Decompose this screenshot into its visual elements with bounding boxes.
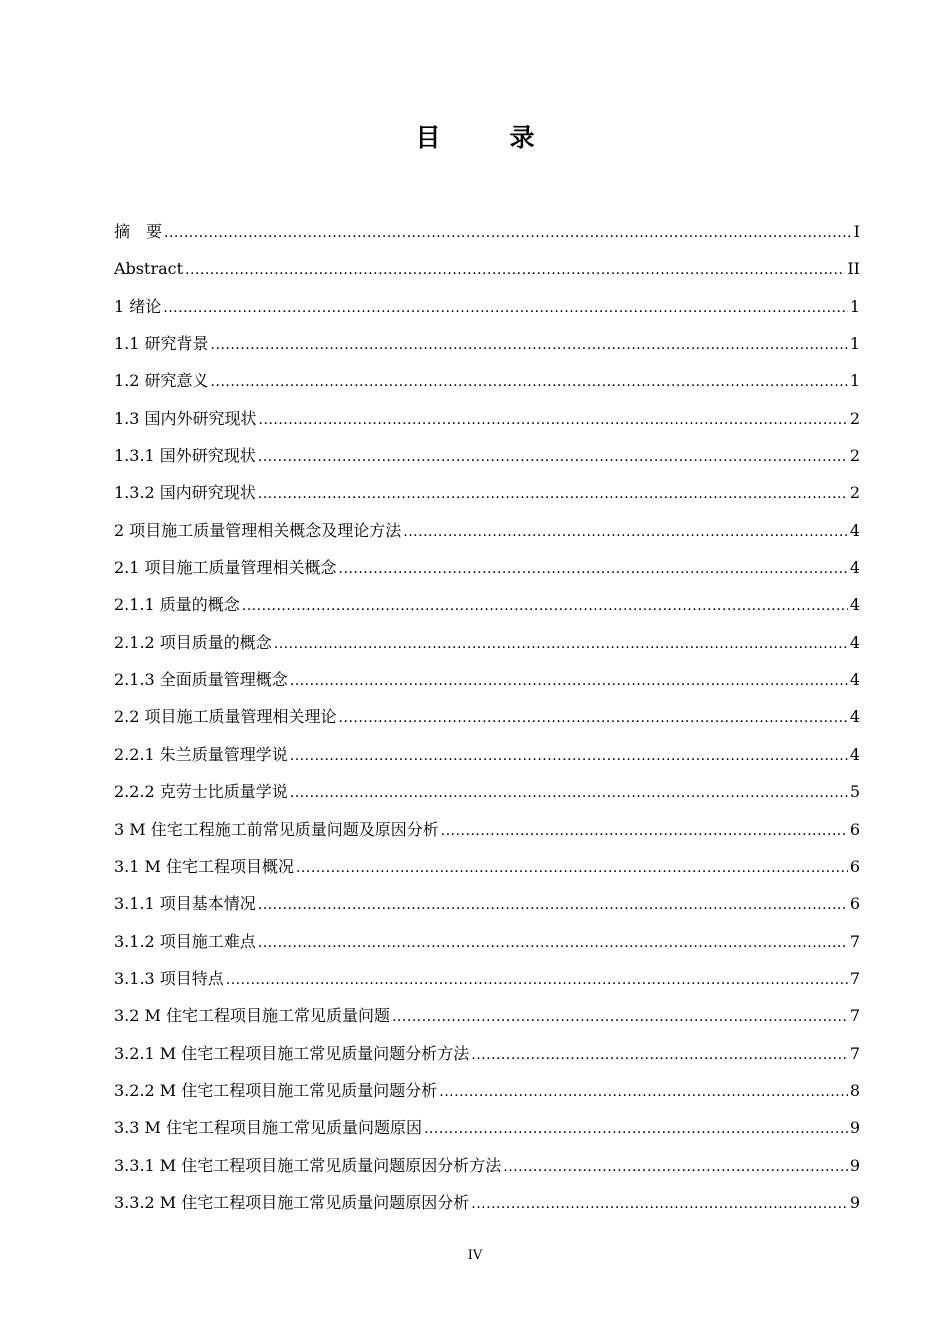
toc-entry[interactable] <box>114 1109 860 1146</box>
toc-entry[interactable] <box>114 811 860 848</box>
toc-dot-leader <box>471 1035 848 1074</box>
toc-dot-leader <box>290 661 848 700</box>
toc-entry-label: 1.3.1 国外研究现状 <box>114 446 256 466</box>
toc-dot-leader <box>242 586 848 625</box>
toc-entry-page-number: 9 <box>849 1118 860 1138</box>
toc-entry-label: 3.3.1 M 住宅工程项目施工常见质量问题原因分析方法 <box>114 1155 502 1175</box>
toc-entry-page-number: 4 <box>849 744 860 764</box>
toc-entry-page-number: 4 <box>849 632 860 652</box>
toc-entry-label: 1.1 研究背景 <box>114 334 209 354</box>
toc-entry-page-number: 7 <box>849 1043 860 1063</box>
toc-entry-page-number: 4 <box>849 707 860 727</box>
toc-dot-leader <box>274 624 848 663</box>
toc-dot-leader <box>290 736 848 775</box>
toc-dot-leader <box>185 250 845 289</box>
toc-entry-page-number: 7 <box>849 1006 860 1026</box>
toc-entry-label: 2.2.2 克劳士比质量学说 <box>114 782 288 802</box>
toc-dot-leader <box>503 1147 848 1186</box>
toc-entry-page-number: 2 <box>849 483 860 503</box>
toc-entry[interactable] <box>114 624 860 661</box>
toc-entry-page-number: 1 <box>849 371 860 391</box>
toc-entry-label: Abstract <box>114 259 184 279</box>
toc-dot-leader <box>392 997 848 1036</box>
toc-entry-label: 3.2.2 M 住宅工程项目施工常见质量问题分析 <box>114 1080 438 1100</box>
toc-entry[interactable] <box>114 885 860 922</box>
toc-entry[interactable] <box>114 512 860 549</box>
toc-entry[interactable] <box>114 362 860 399</box>
toc-dot-leader <box>163 288 848 327</box>
toc-entry-label: 2.1.3 全面质量管理概念 <box>114 670 288 690</box>
toc-entry-label: 3.1.3 项目特点 <box>114 968 224 988</box>
toc-entry-label: 1.3 国内外研究现状 <box>114 408 257 428</box>
toc-entry-label: 3.1.1 项目基本情况 <box>114 894 256 914</box>
toc-entry[interactable] <box>114 1184 860 1221</box>
toc-dot-leader <box>403 512 848 551</box>
toc-entry[interactable] <box>114 1035 860 1072</box>
toc-dot-leader <box>211 362 848 401</box>
toc-entry[interactable] <box>114 960 860 997</box>
toc-entry-page-number: 2 <box>849 408 860 428</box>
toc-entry-label: 3.3.2 M 住宅工程项目施工常见质量问题原因分析 <box>114 1192 470 1212</box>
toc-entry[interactable] <box>114 474 860 511</box>
toc-entry[interactable] <box>114 773 860 810</box>
toc-dot-leader <box>258 885 848 924</box>
toc-entry-page-number: 1 <box>849 296 860 316</box>
toc-entry-label: 2.1.2 项目质量的概念 <box>114 632 272 652</box>
toc-entry-page-number: 2 <box>849 446 860 466</box>
toc-entry-page-number: 9 <box>849 1155 860 1175</box>
toc-entry-page-number: 9 <box>849 1192 860 1212</box>
toc-entry[interactable] <box>114 586 860 623</box>
toc-entry-page-number: 1 <box>849 334 860 354</box>
toc-dot-leader <box>226 960 848 999</box>
toc-dot-leader <box>339 549 848 588</box>
toc-entry-page-number: 5 <box>849 782 860 802</box>
toc-entry-page-number: 4 <box>849 670 860 690</box>
toc-dot-leader <box>259 400 848 439</box>
toc-dot-leader <box>424 1109 848 1148</box>
page-number: IV <box>467 1248 483 1263</box>
toc-entry[interactable] <box>114 325 860 362</box>
toc-entry[interactable] <box>114 400 860 437</box>
toc-entry-page-number: 4 <box>849 595 860 615</box>
toc-entry-label: 2.2.1 朱兰质量管理学说 <box>114 744 288 764</box>
toc-entry[interactable] <box>114 997 860 1034</box>
toc-entry-label: 1 绪论 <box>114 296 162 316</box>
toc-entry-page-number: 8 <box>849 1080 860 1100</box>
toc-entry-label: 3.2 M 住宅工程项目施工常见质量问题 <box>114 1006 391 1026</box>
toc-entry-label: 2.1 项目施工质量管理相关概念 <box>114 558 337 578</box>
toc-entry-label: 3.1.2 项目施工难点 <box>114 931 256 951</box>
toc-entry[interactable] <box>114 213 860 250</box>
toc-dot-leader <box>471 1184 848 1223</box>
toc-dot-leader <box>441 811 848 850</box>
toc-entry[interactable] <box>114 661 860 698</box>
toc-entry[interactable] <box>114 549 860 586</box>
toc-entry[interactable] <box>114 288 860 325</box>
toc-dot-leader <box>439 1072 848 1111</box>
toc-entry[interactable] <box>114 698 860 735</box>
toc-dot-leader <box>258 923 848 962</box>
table-of-contents <box>114 213 860 1221</box>
toc-entry[interactable] <box>114 1072 860 1109</box>
toc-entry-label: 2.1.1 质量的概念 <box>114 595 240 615</box>
toc-entry-label: 3.2.1 M 住宅工程项目施工常见质量问题分析方法 <box>114 1043 470 1063</box>
toc-entry[interactable] <box>114 923 860 960</box>
toc-entry-label: 1.2 研究意义 <box>114 371 209 391</box>
toc-entry-page-number: 4 <box>849 520 860 540</box>
toc-entry-label: 1.3.2 国内研究现状 <box>114 483 256 503</box>
toc-entry-page-number: 6 <box>849 856 860 876</box>
toc-dot-leader <box>211 325 848 364</box>
toc-entry-label: 2 项目施工质量管理相关概念及理论方法 <box>114 520 402 540</box>
toc-dot-leader <box>290 773 848 812</box>
toc-entry-label: 摘 要 <box>114 222 163 241</box>
toc-dot-leader <box>296 848 848 887</box>
toc-dot-leader <box>164 213 852 252</box>
toc-entry-label: 2.2 项目施工质量管理相关理论 <box>114 707 337 727</box>
toc-entry[interactable] <box>114 736 860 773</box>
toc-entry-label: 3.1 M 住宅工程项目概况 <box>114 856 295 876</box>
toc-entry-page-number: 6 <box>849 894 860 914</box>
toc-entry[interactable] <box>114 250 860 287</box>
toc-dot-leader <box>258 437 848 476</box>
toc-entry-label: 3 M 住宅工程施工前常见质量问题及原因分析 <box>114 819 439 839</box>
toc-entry-page-number: 4 <box>849 558 860 578</box>
toc-entry-page-number: 6 <box>849 819 860 839</box>
toc-entry[interactable] <box>114 1147 860 1184</box>
toc-entry-label: 3.3 M 住宅工程项目施工常见质量问题原因 <box>114 1118 423 1138</box>
toc-entry-page-number: 7 <box>849 931 860 951</box>
page-title: 目 录 <box>415 123 557 152</box>
toc-entry-page-number: 7 <box>849 968 860 988</box>
toc-entry-page-number: I <box>853 222 860 241</box>
toc-dot-leader <box>339 698 848 737</box>
toc-entry[interactable] <box>114 437 860 474</box>
toc-entry-page-number: II <box>847 259 860 279</box>
toc-dot-leader <box>258 474 848 513</box>
toc-entry[interactable] <box>114 848 860 885</box>
